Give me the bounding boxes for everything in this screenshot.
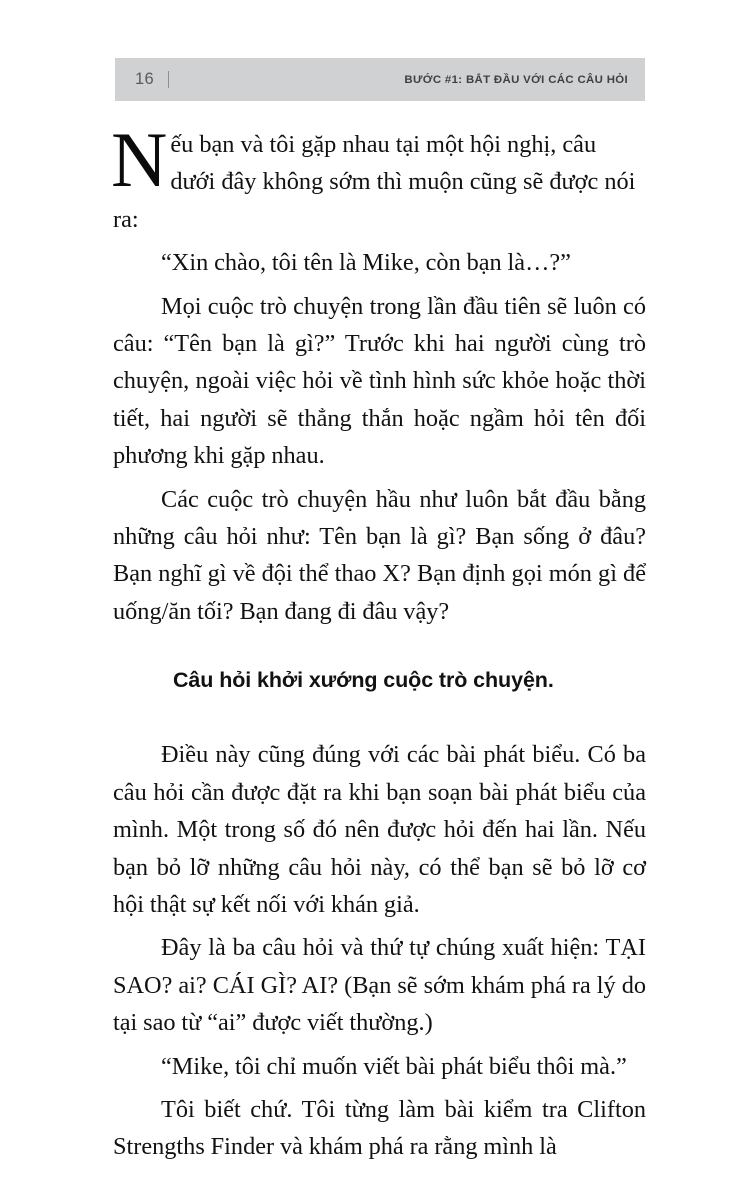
header-divider-rule (168, 71, 169, 88)
paragraph-first-conversations: Mọi cuộc trò chuyện trong lần đầu tiên sẽ luôn có câu: “Tên bạn là gì?” Trước khi hai người cùng trò chuyện, ngoài việc hỏi về tình hình sức khỏe hoặc thời tiết, hai người sẽ thẳng thắn hoặc ngầm hỏi tên đối phương khi gặp nhau. (113, 292, 646, 470)
paragraph-quote-greeting: “Xin chào, tôi tên là Mike, còn bạn là…?” (161, 249, 571, 277)
page-number: 16 (135, 70, 154, 88)
paragraph-clifton-strengths: Tôi biết chứ. Tôi từng làm bài kiểm tra Clifton Strengths Finder và khám phá ra rằng mình là (113, 1095, 646, 1161)
subheading-conversation-starter: Câu hỏi khởi xướng cuộc trò chuyện. (173, 668, 554, 693)
running-header-bar (115, 58, 645, 101)
header-left-group (135, 70, 169, 89)
paragraph-speeches-three-questions: Điều này cũng đúng với các bài phát biểu. Có ba câu hỏi cần được đặt ra khi bạn soạn bài phát biểu của mình. Một trong số đó nên được hỏi đến hai lần. Nếu bạn bỏ lỡ những câu hỏi này, có thể bạn sẽ bỏ lỡ cơ hội thật sự kết nối với khán giả. (113, 741, 646, 918)
paragraph-conversation-starters: Các cuộc trò chuyện hầu như luôn bắt đầu bằng những câu hỏi như: Tên bạn là gì? Bạn sống ở đâu? Bạn nghĩ gì về đội thể thao X? Bạn định gọi món gì để uống/ăn tối? Bạn đang đi đâu vậy? (113, 485, 646, 625)
drop-cap-letter: N (111, 116, 168, 203)
opening-paragraph (111, 116, 646, 238)
paragraph-question-order: Đây là ba câu hỏi và thứ tự chúng xuất hiện: TẠI SAO? ai? CÁI GÌ? AI? (Bạn sẽ sớm khám phá ra lý do tại sao từ “ai” được viết thường.) (113, 934, 646, 1037)
text-column (111, 116, 646, 1166)
opening-paragraph-text: ếu bạn và tôi gặp nhau tại một hội nghị, câu dưới đây không sớm thì muộn cũng sẽ được nói ra: (113, 131, 636, 233)
paragraph-quote-mike: “Mike, tôi chỉ muốn viết bài phát biểu thôi mà.” (161, 1052, 627, 1080)
running-header-title: BƯỚC #1: BẮT ĐẦU VỚI CÁC CÂU HỎI (404, 73, 628, 86)
